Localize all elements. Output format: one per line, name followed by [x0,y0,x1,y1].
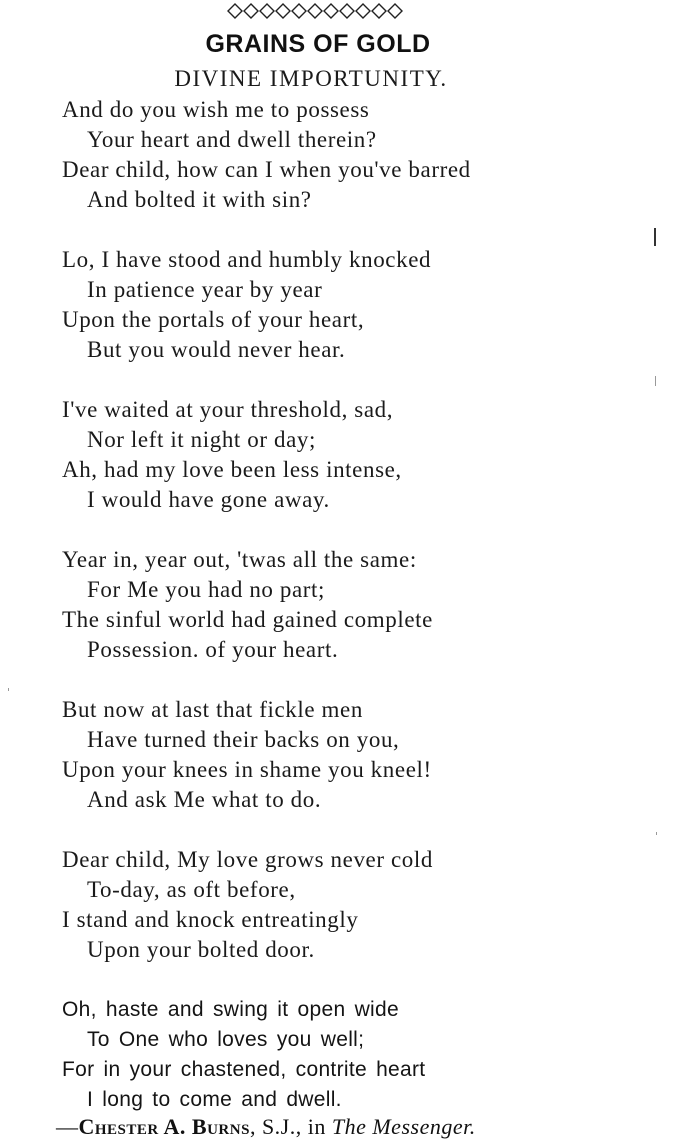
scan-speck [656,832,657,835]
scan-speck [654,228,656,246]
poem-line: And ask Me what to do. [87,787,322,812]
attribution [56,1114,476,1140]
poem-line: I would have gone away. [87,487,330,512]
poem-line: Your heart and dwell therein? [87,127,377,152]
poem-line: And bolted it with sin? [87,187,312,212]
scan-speck [655,376,656,386]
poem-line: But you would never hear. [87,337,346,362]
poem-line: In patience year by year [87,277,323,302]
poem-line: But now at last that fickle men [62,697,363,722]
decorative-ornament-border [226,0,406,22]
page-title: GRAINS OF GOLD [205,30,431,58]
stanza-6 [62,845,662,965]
stanza-7 [62,995,662,1115]
poem-line: Have turned their backs on you, [87,727,400,752]
attribution-dash: — [56,1114,79,1139]
poem-line: For in your chastened, contrite heart [62,1058,426,1081]
poem-line: To-day, as oft before, [87,877,296,902]
poem-line: Upon your bolted door. [87,937,315,962]
attribution-suffix: , S.J., in [249,1114,332,1139]
poem-line: I long to come and dwell. [87,1088,342,1111]
poem-line: Possession. of your heart. [87,637,339,662]
poem-line: The sinful world had gained complete [62,607,433,632]
poem-title: DIVINE IMPORTUNITY. [174,66,448,91]
author-name: Chester A. Burns [78,1114,250,1139]
stanza-1 [62,95,662,215]
poem-line: For Me you had no part; [87,577,326,602]
poem-line: Upon your knees in shame you kneel! [62,757,432,782]
source-title: The Messenger. [331,1114,476,1139]
stanza-2 [62,245,662,365]
poem-line: Oh, haste and swing it open wide [62,998,399,1021]
diamond-chain-icon [226,1,406,21]
poem-body [62,95,662,1145]
poem-line: I've waited at your threshold, sad, [62,397,394,422]
poem-line: To One who loves you well; [87,1028,365,1051]
poem-line: Lo, I have stood and humbly knocked [62,247,432,272]
scan-speck [8,688,9,691]
stanza-5 [62,695,662,815]
stanza-4 [62,545,662,665]
poem-line: Year in, year out, 'twas all the same: [62,547,417,572]
poem-line: I stand and knock entreatingly [62,907,359,932]
poem-line: And do you wish me to possess [62,97,370,122]
poem-line: Dear child, My love grows never cold [62,847,433,872]
poem-line: Ah, had my love been less intense, [62,457,402,482]
poem-line: Dear child, how can I when you've barred [62,157,471,182]
poem-line: Upon the portals of your heart, [62,307,365,332]
poem-line: Nor left it night or day; [87,427,316,452]
stanza-3 [62,395,662,515]
